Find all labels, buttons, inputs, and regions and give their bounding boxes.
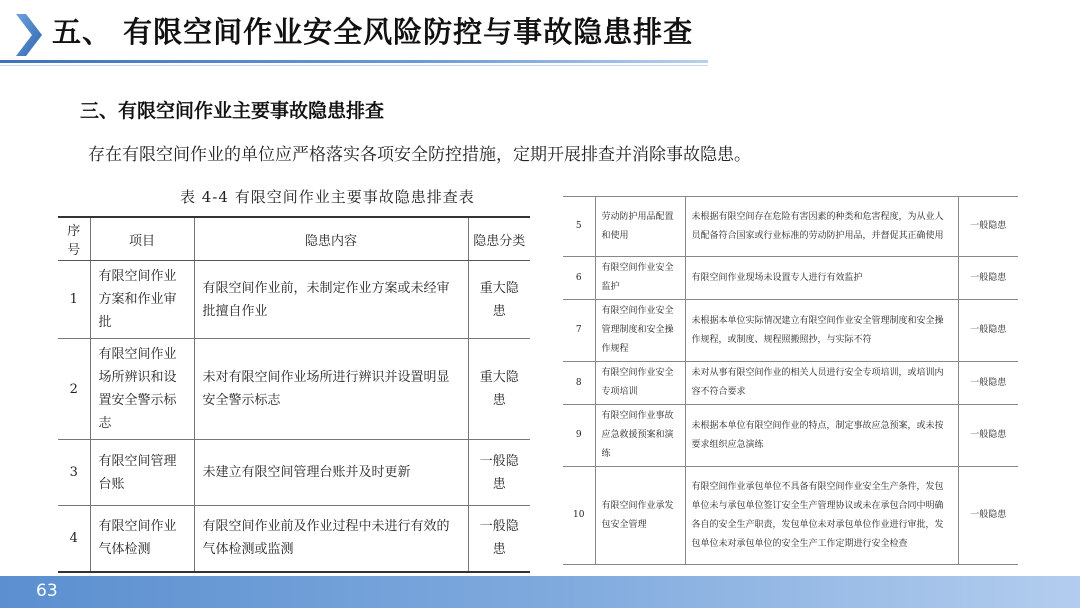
table-row	[563, 405, 1018, 467]
table-caption: 表 4-4 有限空间作业主要事故隐患排查表	[180, 188, 475, 206]
table-row	[58, 339, 530, 440]
footer-bar	[0, 576, 1080, 608]
row-content: 未对从事有限空间作业的相关人员进行安全专项培训，或培训内容不符合要求	[685, 362, 958, 405]
row-item: 有限空间作业事故应急救援预案和演练	[595, 405, 685, 467]
row-item: 有限空间作业安全监护	[595, 257, 685, 300]
row-category: 一般隐患	[958, 362, 1018, 405]
row-no: 1	[58, 261, 90, 339]
header-cell-item: 项目	[90, 217, 194, 261]
table-header-row	[58, 217, 530, 261]
table-row	[58, 506, 530, 572]
row-content: 未根据本单位实际情况建立有限空间作业安全管理制度和安全操作规程，或制度、规程照搬照抄，与实际不符	[685, 300, 958, 362]
row-no: 4	[58, 506, 90, 572]
table-row	[563, 197, 1018, 257]
row-content: 有限空间作业承包单位不具备有限空间作业安全生产条件，发包单位未与承包单位签订安全生产管理协议或未在承包合同中明确各自的安全生产职责，发包单位未对承包单位作业进行审批，发包单位未对承包单位的安全生产工作定期进行安全检查	[685, 467, 958, 565]
chevron-icon	[16, 14, 42, 56]
row-item: 有限空间作业安全管理制度和安全操作规程	[595, 300, 685, 362]
row-category: 一般隐患	[958, 197, 1018, 257]
row-category: 一般隐患	[958, 300, 1018, 362]
title-underline-thin	[0, 65, 708, 66]
row-content: 有限空间作业前，未制定作业方案或未经审批擅自作业	[194, 261, 468, 339]
row-no: 3	[58, 440, 90, 506]
row-content: 未根据本单位有限空间作业的特点，制定事故应急预案，或未按要求组织应急演练	[685, 405, 958, 467]
page-number: 63	[36, 581, 58, 601]
header-cell-no: 序号	[58, 217, 90, 261]
row-no: 6	[563, 257, 595, 300]
row-content: 未建立有限空间管理台账并及时更新	[194, 440, 468, 506]
row-category: 重大隐患	[468, 339, 530, 440]
row-category: 一般隐患	[468, 440, 530, 506]
row-content: 有限空间作业现场未设置专人进行有效监护	[685, 257, 958, 300]
row-content: 未对有限空间作业场所进行辨识并设置明显安全警示标志	[194, 339, 468, 440]
section-heading: 三、有限空间作业主要事故隐患排查	[80, 100, 385, 122]
row-category: 一般隐患	[958, 257, 1018, 300]
row-category: 一般隐患	[958, 405, 1018, 467]
row-no: 5	[563, 197, 595, 257]
row-item: 有限空间作业承发包安全管理	[595, 467, 685, 565]
row-content: 有限空间作业前及作业过程中未进行有效的气体检测或监测	[194, 506, 468, 572]
table-row	[58, 261, 530, 339]
row-category: 一般隐患	[468, 506, 530, 572]
hazard-table-left	[58, 216, 530, 573]
title-underline	[0, 60, 708, 63]
intro-text: 存在有限空间作业的单位应严格落实各项安全防控措施，定期开展排查并消除事故隐患。	[88, 145, 751, 165]
row-no: 7	[563, 300, 595, 362]
page-title: 五、 有限空间作业安全风险防控与事故隐患排查	[52, 15, 694, 49]
row-item: 劳动防护用品配置和使用	[595, 197, 685, 257]
header-cell-content: 隐患内容	[194, 217, 468, 261]
table-row	[563, 257, 1018, 300]
row-category: 一般隐患	[958, 467, 1018, 565]
row-item: 有限空间作业方案和作业审批	[90, 261, 194, 339]
row-no: 9	[563, 405, 595, 467]
table-row	[563, 300, 1018, 362]
row-item: 有限空间作业安全专项培训	[595, 362, 685, 405]
row-no: 2	[58, 339, 90, 440]
row-item: 有限空间作业气体检测	[90, 506, 194, 572]
row-item: 有限空间管理台账	[90, 440, 194, 506]
row-content: 未根据有限空间存在危险有害因素的种类和危害程度，为从业人员配备符合国家或行业标准的劳动防护用品，并督促其正确使用	[685, 197, 958, 257]
table-row	[563, 467, 1018, 565]
header-cell-category: 隐患分类	[468, 217, 530, 261]
row-item: 有限空间作业场所辨识和设置安全警示标志	[90, 339, 194, 440]
row-no: 8	[563, 362, 595, 405]
row-category: 重大隐患	[468, 261, 530, 339]
row-no: 10	[563, 467, 595, 565]
table-row	[563, 362, 1018, 405]
table-row	[58, 440, 530, 506]
hazard-table-right	[563, 196, 1018, 565]
